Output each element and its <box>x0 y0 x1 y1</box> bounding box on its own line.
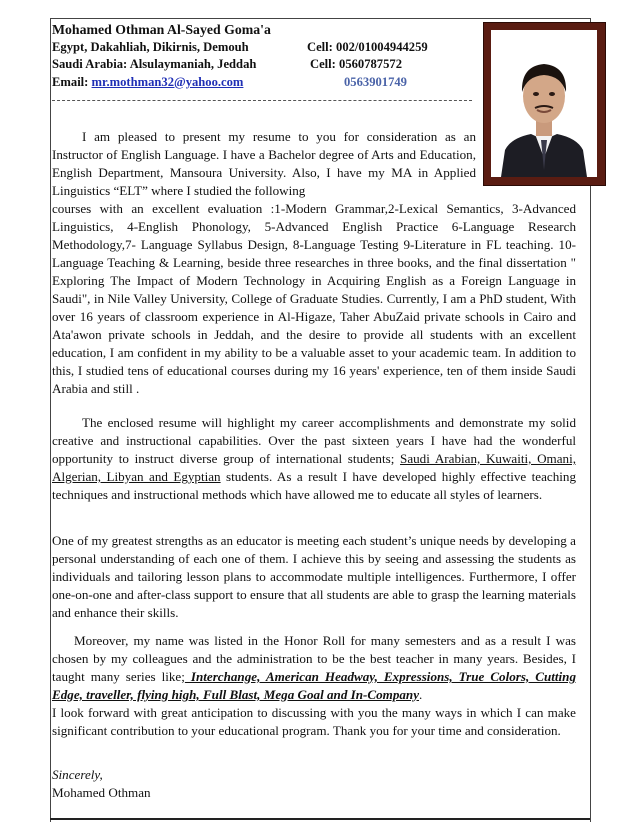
paragraph-intro-continued <box>52 200 576 398</box>
applicant-name: Mohamed Othman Al-Sayed Goma'a <box>52 22 271 37</box>
paragraph-closing <box>52 704 576 740</box>
paragraph-honors <box>52 632 576 704</box>
paragraph-intro-top <box>52 128 476 200</box>
egypt-cell: Cell: 002/01004944259 <box>307 39 428 54</box>
honors-text-after: . <box>419 687 423 702</box>
paragraph-intro-opening: I am pleased to present my resume to you for consideration as an Instructor of English Language. I have a Bachelor degree of Arts and Education, English Department, Mansoura University. Also, I have my MA in Applied Linguistics “ELT” where I studied the following <box>52 129 476 198</box>
strengths-text: One of my greatest strengths as an educator is meeting each student’s unique needs by developing a personal understanding of each one of them. I achieve this by seeing and assessing the students as individuals and tailoring lesson plans to accommodate multiple intelligences. Furthermore, I offer one-on-one and after-class support to ensure that all students are able to grasp the learning materials and enhance their skills. <box>52 533 576 620</box>
resume-text-before: The enclosed resume will highlight my career accomplishments and demonstrate my solid creative and instructional capabilities. Over the past sixteen years I have had the wonderful opportunity to instruct diverse group of international students; <box>52 415 576 466</box>
student-nationalities: Saudi Arabian, Kuwaiti, Omani, Algerian, Libyan and Egyptian <box>52 451 576 484</box>
saudi-contact-line <box>52 56 482 74</box>
saudi-address: Saudi Arabia: Alsulaymaniah, Jeddah <box>52 57 257 71</box>
bottom-rule <box>50 818 590 820</box>
contact-header <box>52 21 482 91</box>
honors-text-before: Moreover, my name was listed in the Honor Roll for many semesters and as a result I was chosen by my colleagues and the administration to be the best teacher in many years. Besides, I taught many series like; <box>52 633 576 684</box>
egypt-contact-line <box>52 39 482 57</box>
sign-off: Sincerely, <box>52 767 103 782</box>
profile-photo <box>491 30 597 177</box>
paragraph-intro-rest: courses with an excellent evaluation :1-Modern Grammar,2-Lexical Semantics, 3-Advanced Linguistics, 4-English Phonology, 5-Advanced English Practice 6-Language Research Methodology,7- Language Syllabus Design, 8-Language Testing 9-Literature in FL teaching. 10-Language Teaching & Learning, beside three researches in three books, and the final dissertation " Exploring The Impact of Modern Technology in Acquiring English as a Foreign Language in Saudi", in Nile Valley University, College of Graduate Studies. Currently, I am a PhD student, With over 16 years of classroom experience in Al-Higaze, Taher AbuZaid private schools in Cairo and Ata'awon private schools in Jeddah, and the desire to provide all students with an excellent education, I am confident in my ability to be a valuable asset to your academic team. In addition to this, I studied tens of educational courses during my 16 years' experience, ten of them inside Saudi Arabia and still . <box>52 201 576 396</box>
portrait-icon <box>491 30 597 177</box>
dashed-divider <box>52 100 472 101</box>
signature-name: Mohamed Othman <box>52 785 151 800</box>
saudi-cell: Cell: 0560787572 <box>310 57 402 71</box>
profile-photo-frame <box>483 22 606 186</box>
closing-text: I look forward with great anticipation to discussing with you the many ways in which I can make significant contribution to your educational program. Thank you for your time and consideration. <box>52 705 576 738</box>
egypt-address: Egypt, Dakahliah, Dikirnis, Demouh <box>52 39 249 54</box>
paragraph-strengths <box>52 532 576 622</box>
email-label: Email: <box>52 74 89 89</box>
paragraph-resume <box>52 414 576 504</box>
alt-phone: 0563901749 <box>344 74 407 89</box>
resume-text-after: students. As a result I have developed highly effective teaching techniques and instructional methods which have allowed me to educate all styles of learners. <box>52 469 576 502</box>
email-link[interactable]: mr.mothman32@yahoo.com <box>91 74 244 89</box>
email-line <box>52 74 482 92</box>
taught-series: Interchange, American Headway, Expressions, True Colors, Cutting Edge, traveller, flying high, Full Blast, Mega Goal and In-Company <box>52 669 576 702</box>
